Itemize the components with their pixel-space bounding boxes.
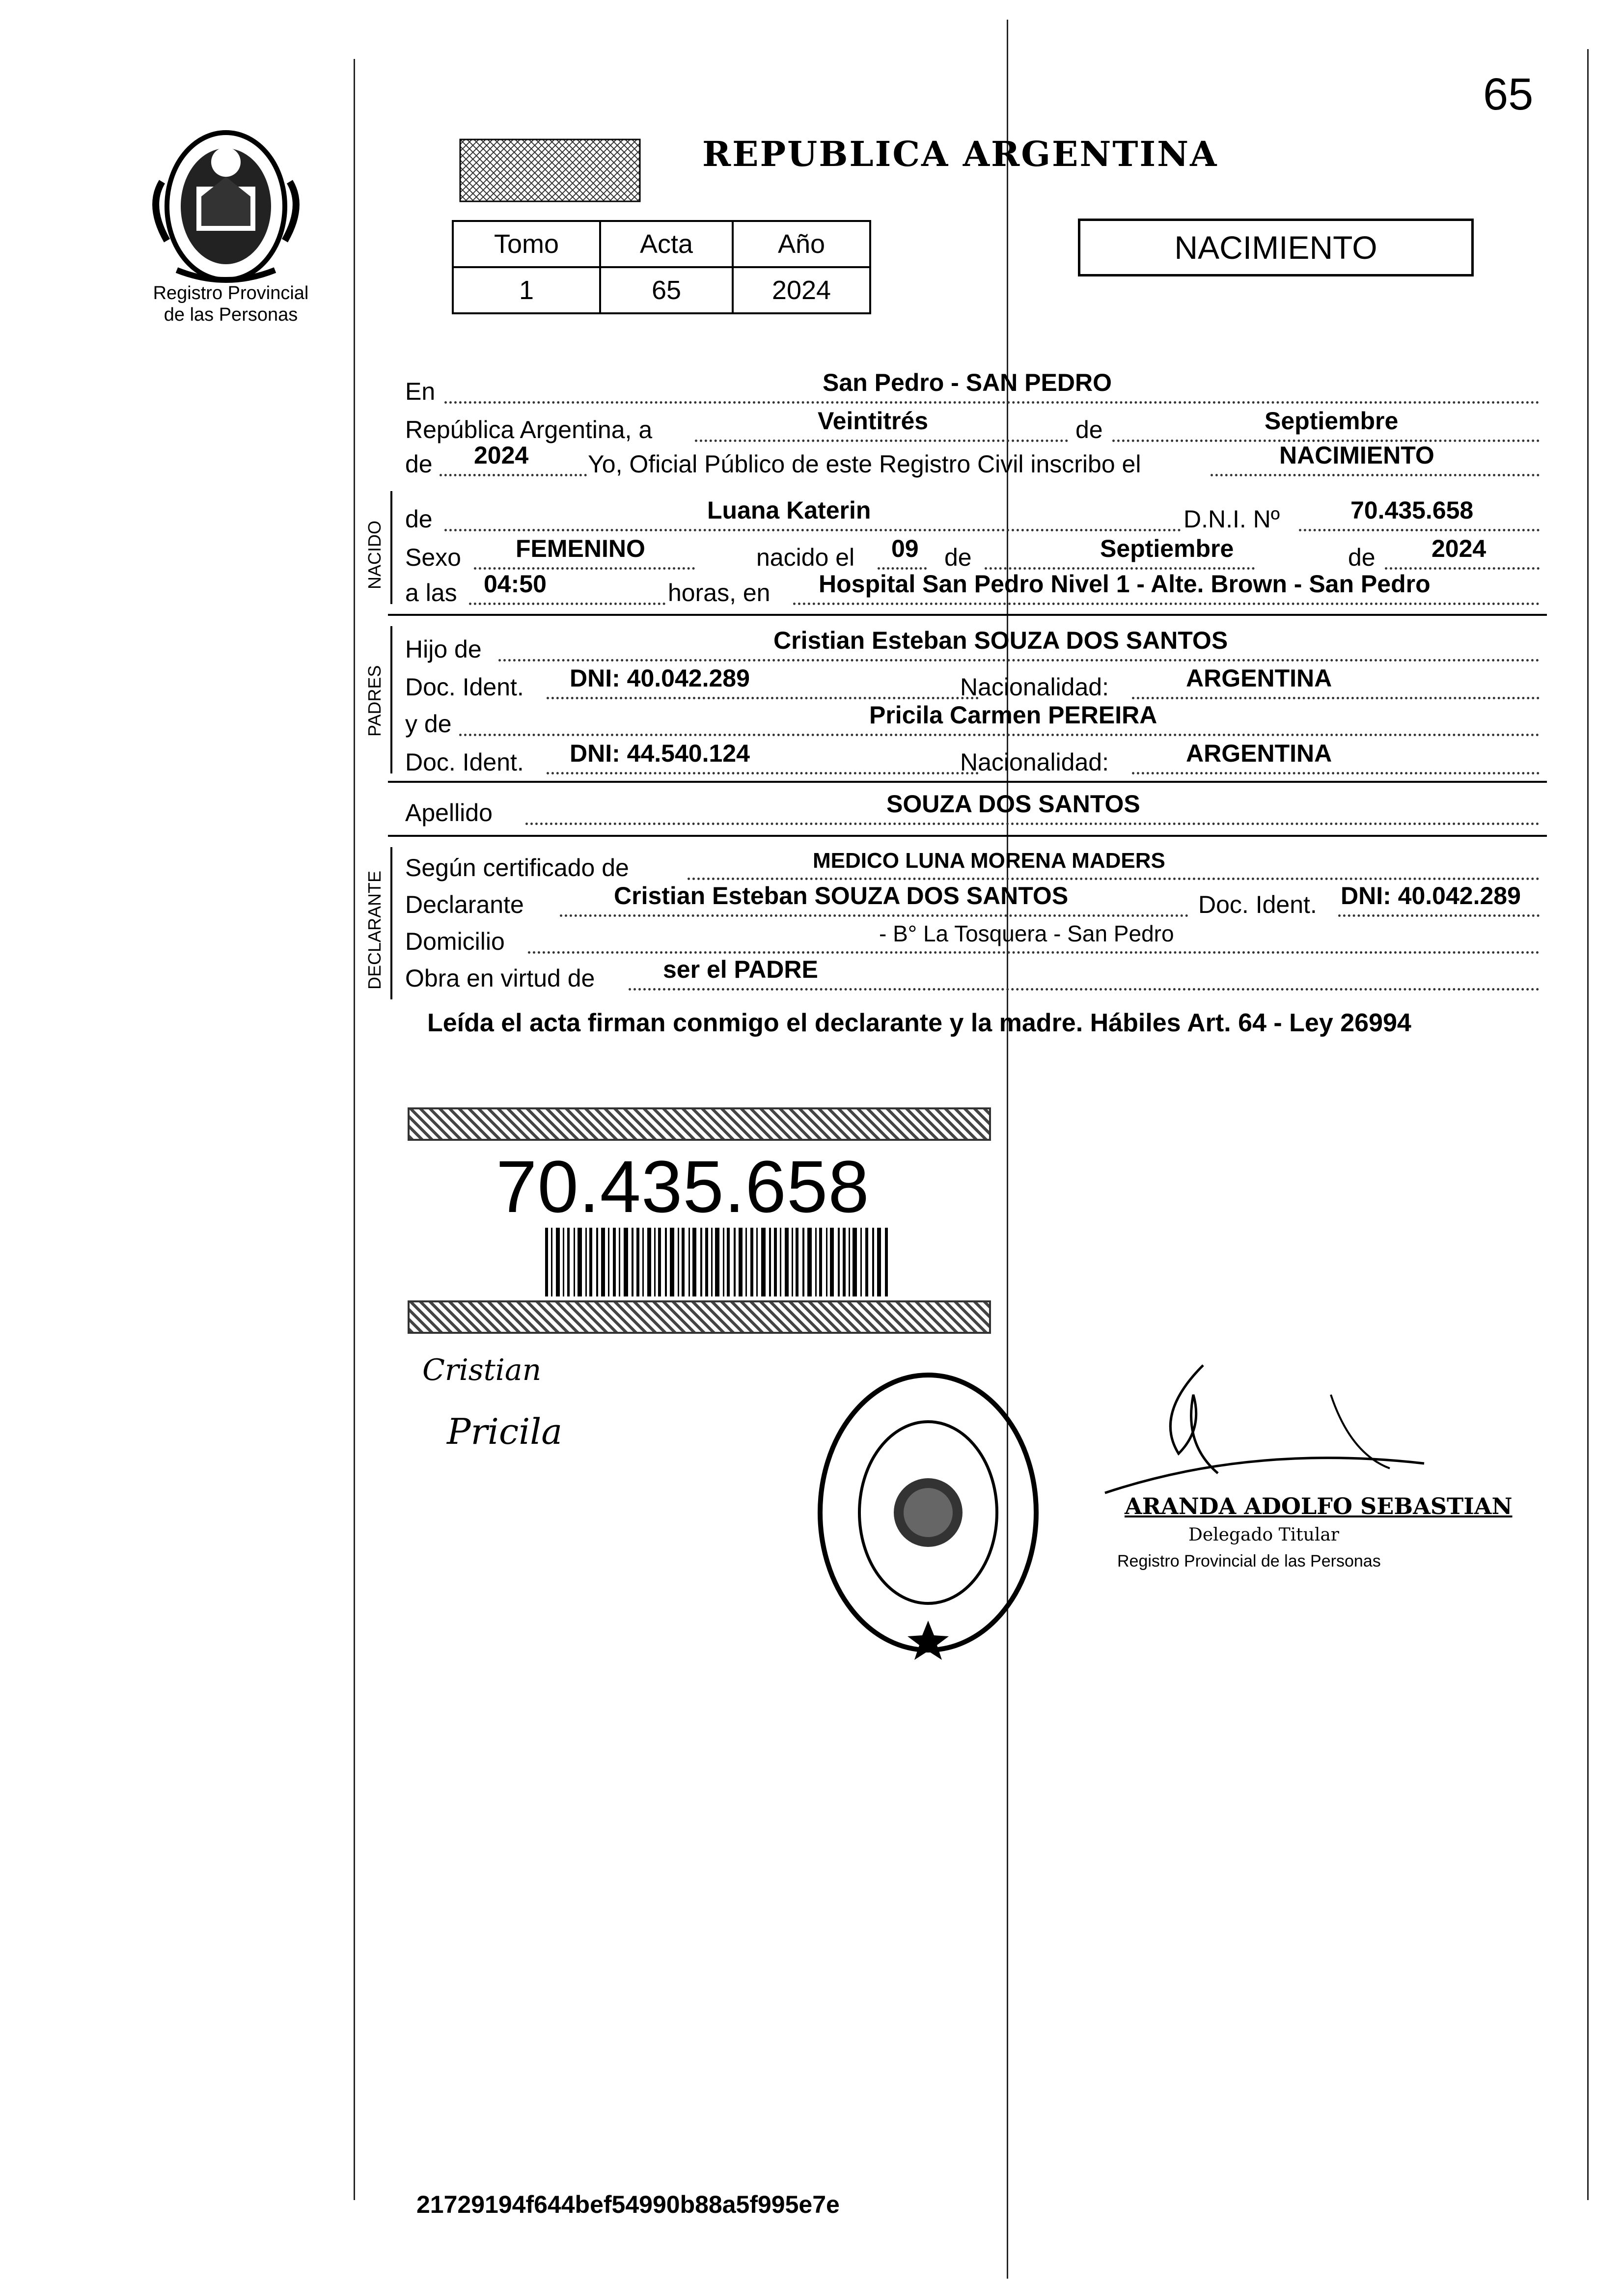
label-de: de — [405, 450, 433, 478]
nacido-bar — [390, 491, 392, 604]
label-republica: República Argentina, a — [405, 416, 653, 443]
value-birth-day: 09 — [891, 535, 919, 562]
closing-statement: Leída el acta firman conmigo el declarante y la madre. Hábiles Art. 64 - Ley 26994 — [427, 1009, 1411, 1037]
dotted-line — [547, 697, 979, 699]
label-sexo: Sexo — [405, 544, 461, 571]
value-father-nationality: ARGENTINA — [1186, 664, 1332, 692]
row-nacido-sexo — [405, 535, 1544, 574]
label-doc-ident: Doc. Ident. — [405, 748, 524, 776]
section-label-padres: PADRES — [364, 665, 385, 737]
right-margin-line — [1587, 49, 1589, 2200]
dotted-line — [1338, 914, 1540, 917]
label-y-de: y de — [405, 710, 452, 738]
row-certificado — [405, 850, 1544, 884]
dotted-line — [1211, 474, 1540, 476]
value-month: Septiembre — [1265, 407, 1399, 435]
row-declarante — [405, 882, 1544, 921]
label-horas-en: horas, en — [668, 579, 771, 606]
dotted-line — [629, 988, 1540, 991]
official-org: Registro Provincial de las Personas — [1117, 1552, 1381, 1571]
value-mother-name: Pricila Carmen PEREIRA — [869, 701, 1157, 729]
section-label-declarante: DECLARANTE — [364, 870, 385, 990]
label-declarante: Declarante — [405, 891, 524, 918]
row-apellido — [405, 790, 1544, 829]
value-child-name: Luana Katerin — [707, 496, 871, 524]
tomo-acta-year-table — [452, 220, 871, 314]
label-a-las: a las — [405, 579, 457, 606]
section-divider — [388, 835, 1547, 837]
label-nacionalidad: Nacionalidad: — [960, 748, 1109, 776]
caption-line-2: de las Personas — [164, 304, 298, 325]
document-title: REPUBLICA ARGENTINA — [702, 134, 1218, 174]
row-madre-doc — [405, 740, 1544, 778]
value-place: San Pedro - SAN PEDRO — [823, 369, 1112, 396]
value-father-name: Cristian Esteban SOUZA DOS SANTOS — [773, 627, 1228, 654]
dotted-line — [440, 474, 587, 476]
label-dni: D.N.I. Nº — [1184, 505, 1280, 533]
label-nacionalidad: Nacionalidad: — [960, 673, 1109, 701]
declarant-signature — [417, 1350, 604, 1463]
document-hash: 21729194f644bef54990b88a5f995e7e — [416, 2191, 840, 2218]
caption-line-1: Registro Provincial — [153, 283, 309, 303]
value-mother-doc: DNI: 44.540.124 — [570, 740, 750, 767]
row-domicilio — [405, 923, 1544, 958]
value-year: 2024 — [733, 267, 870, 313]
label-nacido-el: nacido el — [756, 544, 855, 571]
row-en — [405, 369, 1544, 408]
sticker-bottom-band — [408, 1300, 991, 1334]
header-year: Año — [733, 221, 870, 267]
value-tomo: 1 — [453, 267, 600, 313]
value-birth-year: 2024 — [1431, 535, 1486, 562]
dotted-line — [560, 914, 1188, 917]
dotted-line — [688, 878, 1540, 880]
label-obra: Obra en virtud de — [405, 964, 595, 992]
row-padre-name — [405, 627, 1544, 665]
value-inscription: NACIMIENTO — [1279, 441, 1434, 469]
label-yo: Yo, Oficial Público de este Registro Civil inscribo el — [588, 450, 1141, 478]
value-domicilio: - B° La Tosquera - San Pedro — [879, 921, 1174, 946]
row-year — [405, 441, 1544, 480]
left-margin-line — [354, 59, 355, 2200]
barcode-icon — [545, 1228, 889, 1296]
sticker-dni-number: 70.435.658 — [496, 1145, 870, 1228]
label-doc-ident: Doc. Ident. — [1198, 891, 1317, 918]
value-birth-month: Septiembre — [1100, 535, 1234, 562]
center-fold-line — [1007, 20, 1008, 2279]
row-padre-doc — [405, 664, 1544, 703]
label-certificado: Según certificado de — [405, 854, 629, 882]
section-divider — [388, 614, 1547, 616]
official-title: Delegado Titular — [1188, 1525, 1340, 1545]
dotted-line — [1132, 697, 1540, 699]
province-emblem-icon — [133, 123, 329, 285]
value-acta: 65 — [600, 267, 733, 313]
dotted-line — [469, 603, 665, 605]
dotted-line — [793, 603, 1540, 605]
dotted-line — [444, 401, 1540, 404]
dotted-line — [525, 823, 1540, 825]
padres-bar — [390, 626, 392, 773]
label-hijo-de: Hijo de — [405, 635, 482, 663]
row-nacido-name — [405, 496, 1544, 535]
page-number: 65 — [1483, 69, 1534, 119]
dotted-line — [695, 440, 1068, 442]
official-name: ARANDA ADOLFO SEBASTIAN — [1125, 1493, 1513, 1519]
value-certificado: MEDICO LUNA MORENA MADERS — [813, 849, 1165, 873]
header-acta: Acta — [600, 221, 733, 267]
row-nacido-hora — [405, 570, 1544, 609]
dotted-line — [498, 659, 1540, 661]
row-obra — [405, 956, 1544, 994]
label-de: de — [1348, 544, 1376, 571]
signature-2: Pricila — [447, 1411, 563, 1452]
label-de: de — [944, 544, 972, 571]
declarante-bar — [390, 847, 392, 999]
label-doc-ident: Doc. Ident. — [405, 673, 524, 701]
value-mother-nationality: ARGENTINA — [1186, 740, 1332, 767]
record-type-box: NACIMIENTO — [1078, 219, 1474, 276]
value-declarante: Cristian Esteban SOUZA DOS SANTOS — [614, 882, 1069, 909]
value-sexo: FEMENINO — [516, 535, 645, 562]
signature-1: Cristian — [422, 1353, 542, 1387]
value-day-words: Veintitrés — [818, 407, 929, 435]
label-de: de — [1075, 416, 1103, 443]
value-apellido: SOUZA DOS SANTOS — [886, 790, 1140, 818]
sticker-top-band — [408, 1107, 991, 1141]
value-birth-time: 04:50 — [484, 570, 547, 598]
dotted-line — [547, 772, 979, 774]
official-stamp — [810, 1365, 1046, 1660]
dotted-line — [444, 529, 1181, 531]
security-seal-icon — [459, 138, 641, 202]
value-father-doc: DNI: 40.042.289 — [570, 664, 750, 692]
label-domicilio: Domicilio — [405, 928, 505, 955]
label-de: de — [405, 505, 433, 533]
dotted-line — [459, 734, 1540, 736]
value-year: 2024 — [474, 441, 529, 469]
dotted-line — [1132, 772, 1540, 774]
section-label-nacido: NACIDO — [364, 520, 385, 589]
dotted-line — [528, 951, 1540, 954]
label-apellido: Apellido — [405, 799, 493, 827]
registry-caption — [108, 282, 354, 326]
dotted-line — [1299, 529, 1540, 531]
label-en: En — [405, 378, 436, 405]
value-obra: ser el PADRE — [663, 956, 818, 983]
value-birth-place: Hospital San Pedro Nivel 1 - Alte. Brown - San Pedro — [819, 570, 1431, 598]
value-child-dni: 70.435.658 — [1350, 496, 1474, 524]
section-divider — [388, 781, 1547, 783]
row-madre-name — [405, 701, 1544, 740]
header-tomo: Tomo — [453, 221, 600, 267]
value-declarante-doc: DNI: 40.042.289 — [1341, 882, 1521, 909]
